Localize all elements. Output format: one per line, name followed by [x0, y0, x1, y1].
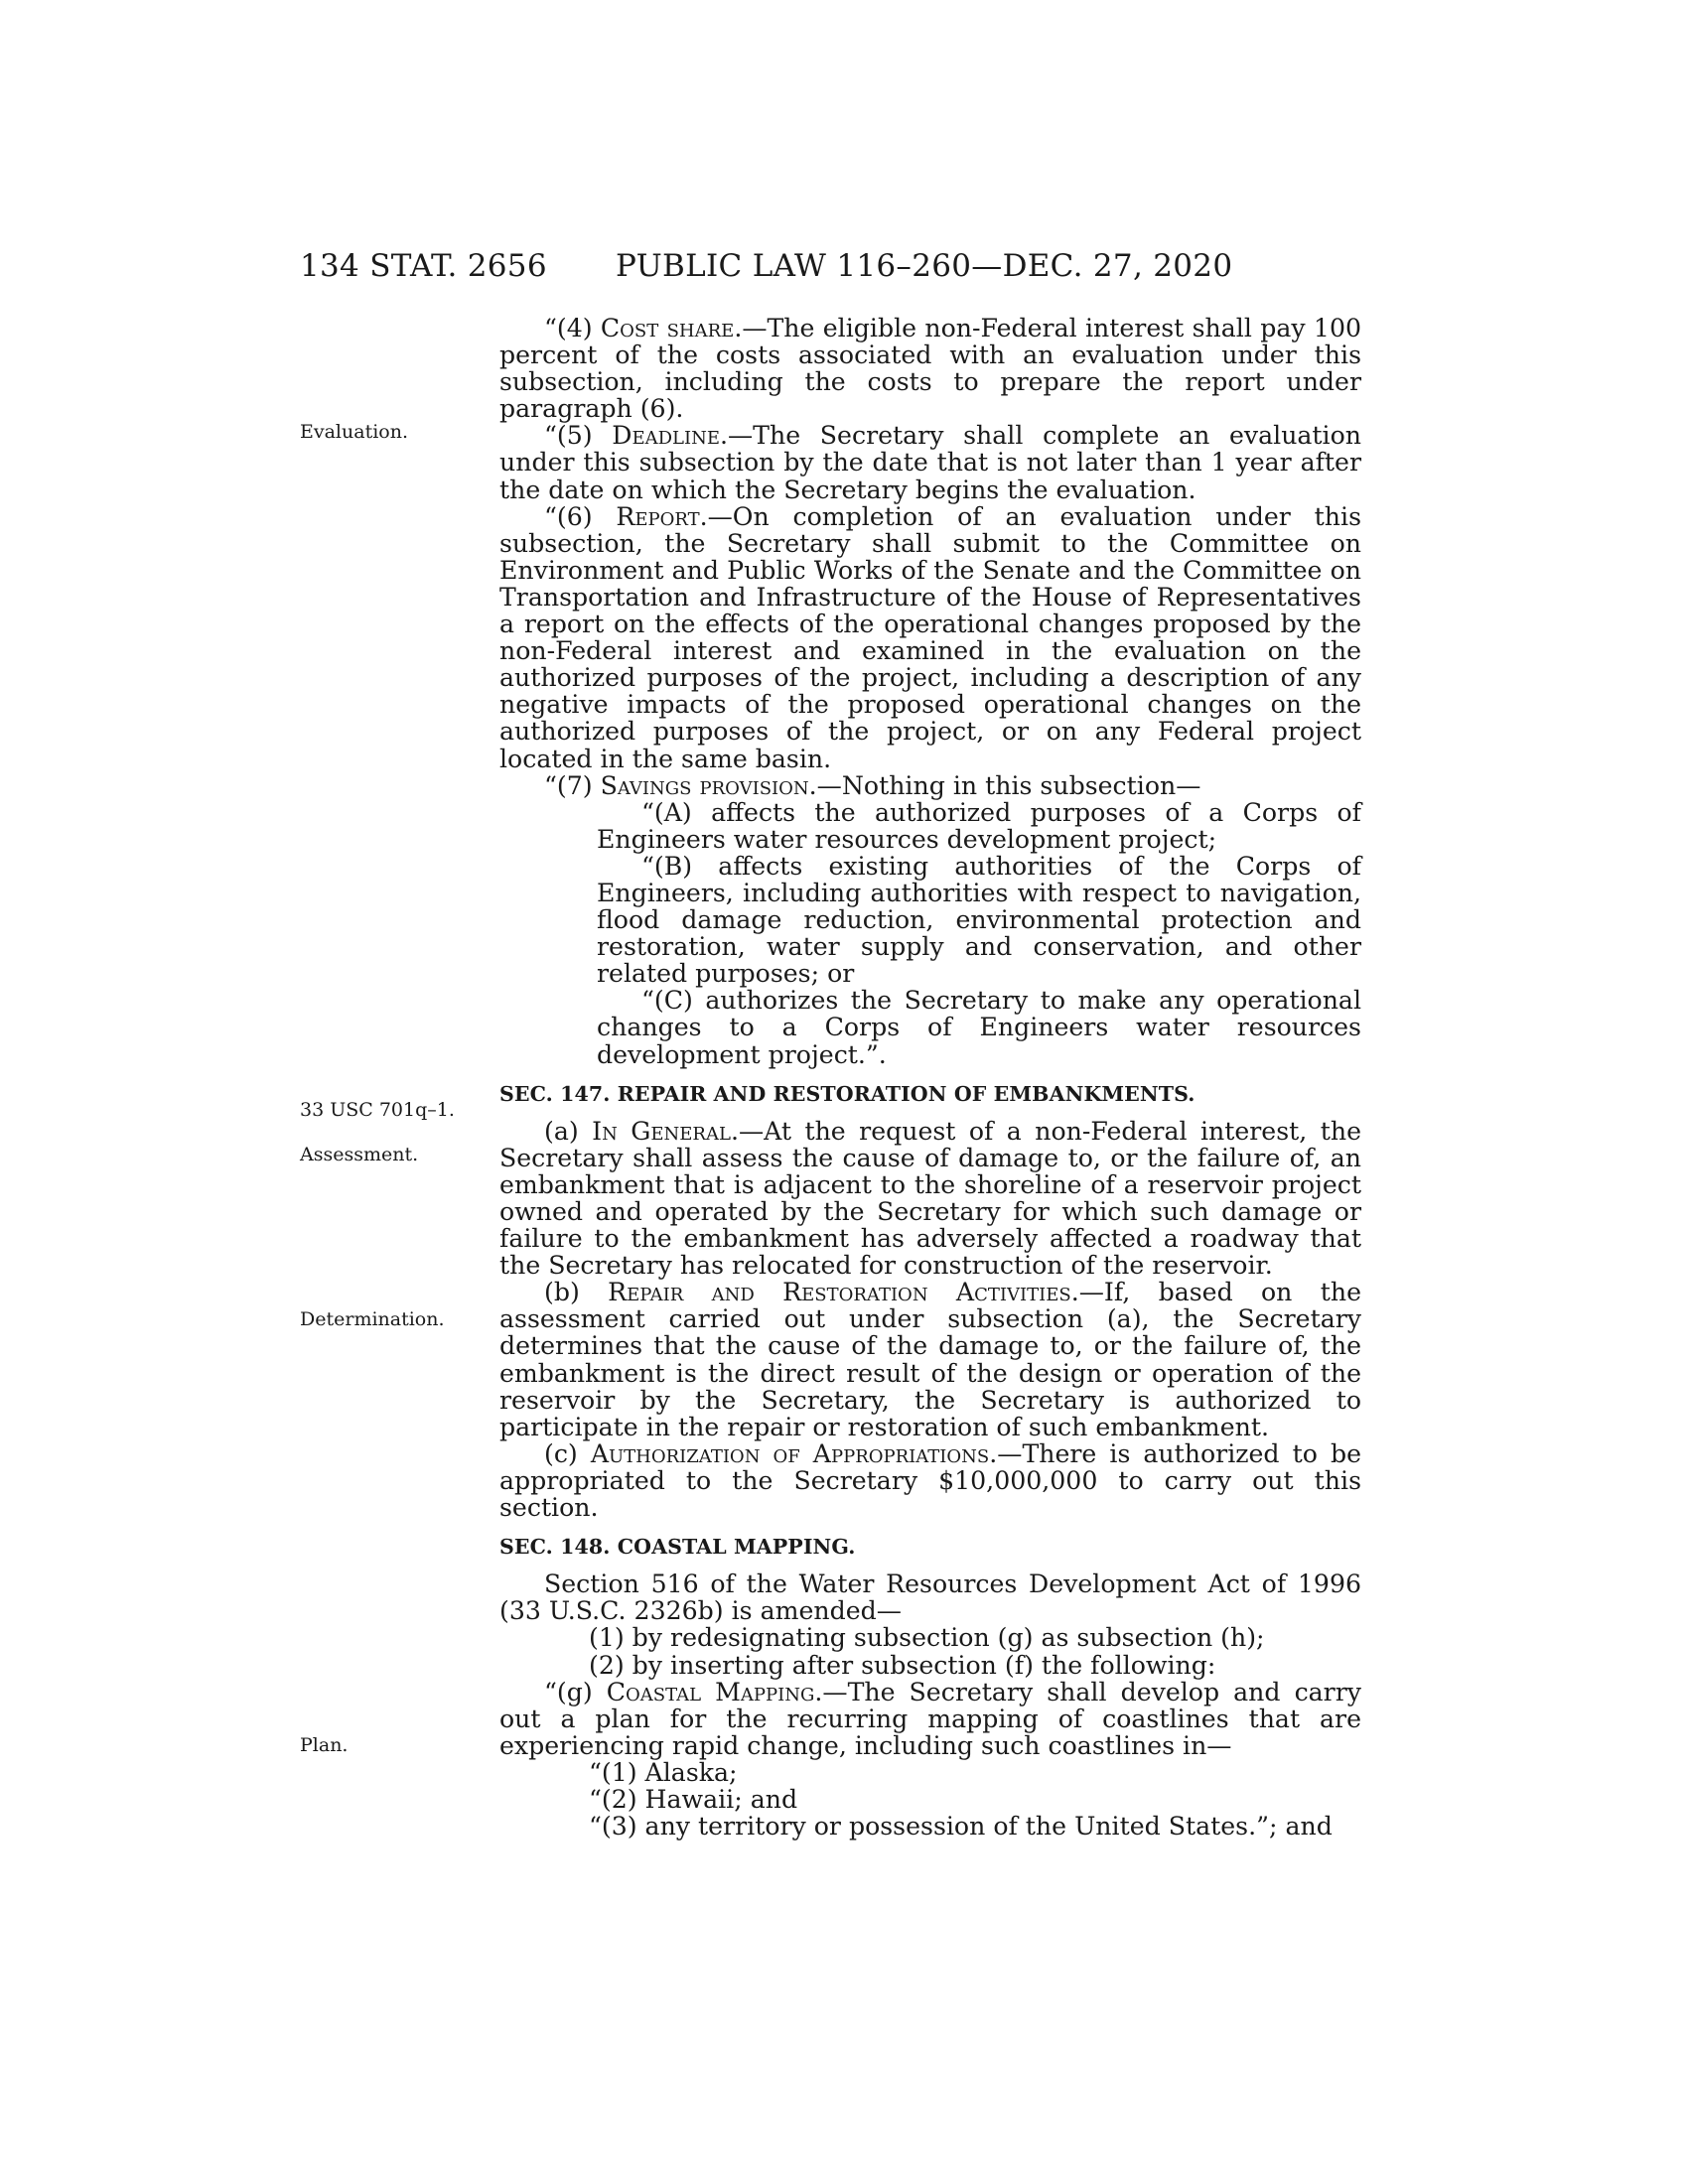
paragraph-savings-provision: “(7) Savings provision.—Nothing in this subsection—	[544, 770, 1201, 800]
clause-b: “(B) affects existing authorities of the Corps of Engineers, including authorities with respect to navigation, flood damage reduction, environmental protection and restoration, water supply and conservation, and other related purposes; or	[597, 851, 1361, 989]
section-148-g: “(g) Coastal Mapping.—The Secretary shall develop and carry out a plan for the recurring mapping of coastlines that are experiencing rapid change, including such coastlines in—	[499, 1677, 1361, 1760]
heading-in-general: In General	[592, 1116, 731, 1146]
heading-coastal-mapping: Coastal Mapping	[606, 1677, 815, 1706]
margin-note-evaluation: Evaluation.	[300, 421, 408, 443]
section-147-a: (a) In General.—At the request of a non-Federal interest, the Secretary shall assess the cause of damage to, or the failure of, an embankment that is adjacent to the shoreline of a reservoir project owned and operated by the Secretary for which such damage or failure to the embankment has adversely affected a roadway that the Secretary has relocated for construction of the reservoir.	[499, 1116, 1361, 1281]
coastline-item-hawaii: “(2) Hawaii; and	[589, 1784, 798, 1814]
section-148-intro: Section 516 of the Water Resources Development Act of 1996 (33 U.S.C. 2326b) is amended—	[499, 1570, 1361, 1626]
margin-note-assessment: Assessment.	[300, 1144, 419, 1165]
section-147-heading: SEC. 147. REPAIR AND RESTORATION OF EMBANKMENTS.	[499, 1081, 1196, 1106]
running-title: PUBLIC LAW 116–260—DEC. 27, 2020	[616, 248, 1233, 284]
document-body	[499, 315, 1361, 1840]
margin-note-plan: Plan.	[300, 1734, 349, 1756]
heading-report: Report	[616, 501, 700, 531]
section-148-item-1: (1) by redesignating subsection (g) as subsection (h);	[589, 1623, 1265, 1653]
heading-authorization: Authorization of Appropriations	[590, 1438, 990, 1468]
clause-c: “(C) authorizes the Secretary to make any operational changes to a Corps of Engineers water resources development project.”.	[597, 986, 1361, 1069]
paragraph-deadline: “(5) Deadline.—The Secretary shall complete an evaluation under this subsection by the date that is not later than 1 year after the date on which the Secretary begins the evaluation.	[499, 421, 1361, 504]
coastline-item-territory: “(3) any territory or possession of the United States.”; and	[589, 1812, 1333, 1842]
coastline-item-alaska: “(1) Alaska;	[589, 1757, 738, 1787]
paragraph-cost-share: “(4) Cost share.—The eligible non-Federal interest shall pay 100 percent of the costs associated with an evaluation under this subsection, including the costs to prepare the report under paragraph (6).	[499, 314, 1361, 424]
stat-page-number: 134 STAT. 2656	[300, 248, 547, 284]
paragraph-report: “(6) Report.—On completion of an evaluation under this subsection, the Secretary shall submit to the Committee on Environment and Public Works of the Senate and the Committee on Transportation and Infrastructure of the House of Representatives a report on the effects of the operational changes proposed by the non-Federal interest and examined in the evaluation on the authorized purposes of the project, including a description of any negative impacts of the proposed operational changes on the authorized purposes of the project, or on any Federal project located in the same basin.	[499, 501, 1362, 773]
heading-cost-share: Cost share	[600, 314, 735, 342]
section-148-item-2: (2) by inserting after subsection (f) the following:	[589, 1650, 1216, 1680]
clause-a: “(A) affects the authorized purposes of a Corps of Engineers water resources development project;	[597, 797, 1361, 854]
section-147-c: (c) Authorization of Appropriations.—There is authorized to be appropriated to the Secretary $10,000,000 to carry out this section.	[499, 1438, 1361, 1523]
heading-deadline: Deadline	[612, 421, 720, 451]
heading-savings-provision: Savings provision	[600, 770, 809, 800]
section-148-heading: SEC. 148. COASTAL MAPPING.	[499, 1535, 856, 1560]
margin-note-usc: 33 USC 701q–1.	[300, 1099, 455, 1121]
margin-note-determination: Determination.	[300, 1308, 445, 1330]
page-header	[300, 248, 1360, 288]
section-147-b: (b) Repair and Restoration Activities.—If, based on the assessment carried out under subsection (a), the Secretary determines that the cause of the damage to, or the failure of, the embankment is the direct result of the design or operation of the reservoir by the Secretary, the Secretary is authorized to participate in the repair or restoration of such embankment.	[499, 1278, 1361, 1441]
heading-repair-restoration: Repair and Restoration Activities	[608, 1278, 1071, 1307]
